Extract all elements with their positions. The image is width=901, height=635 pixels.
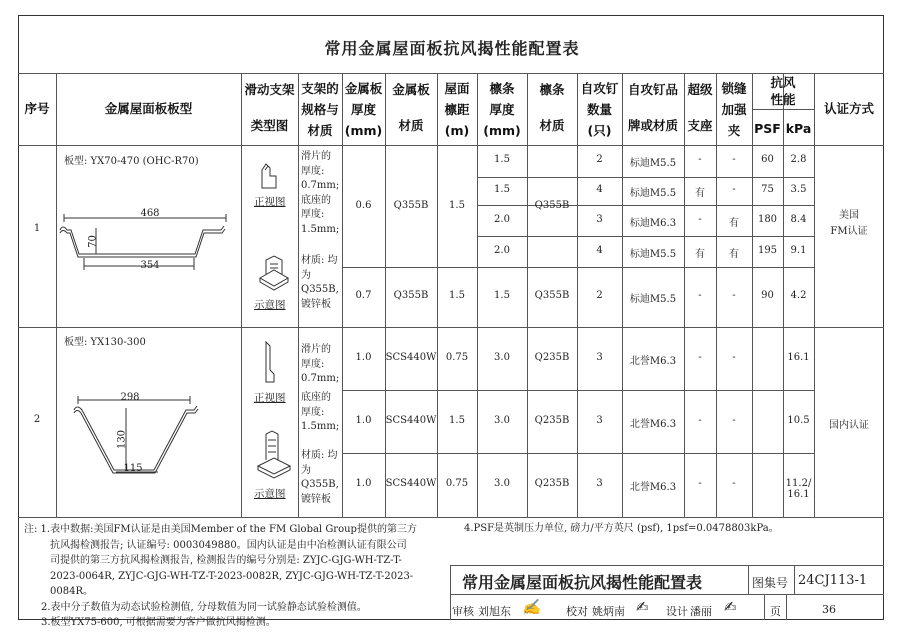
checker-name: 姚炳南: [592, 605, 625, 618]
cell-kpa: 9.1: [790, 244, 807, 256]
cell-purlin-thk: 3.0: [494, 478, 510, 489]
cell-thk: 1.0: [355, 478, 372, 489]
design-label: 设计: [666, 605, 688, 618]
cell-super: -: [698, 351, 702, 363]
row2-dim-top: 298: [120, 392, 140, 403]
cell-super: -: [698, 478, 702, 489]
reviewer-signature: ✍: [522, 598, 541, 616]
cell-thk: 0.7: [355, 290, 372, 301]
row2-dim-height: 130: [116, 429, 128, 450]
header-slide-type: 滑动支架 类型图: [244, 82, 295, 133]
cell-seam: -: [732, 478, 736, 489]
cell-purlin-mat: Q235B: [534, 414, 570, 426]
row2-spec-a: 滑片的 厚度: 0.7mm;: [301, 344, 340, 384]
cell-brand: 标迪M5.5: [629, 188, 677, 199]
cell-brand: 北誉M6.3: [629, 482, 677, 493]
cell-seam: -: [732, 184, 736, 195]
atlas-label: 图集号: [752, 576, 789, 590]
designer-signature: ✍: [724, 598, 737, 616]
cell-kpa: 2.8: [790, 154, 807, 165]
cell-psf: 75: [761, 184, 774, 195]
cell-purlin-mat: Q235B: [534, 351, 570, 363]
row2-dim-bottom: 115: [123, 463, 143, 474]
grid-hline: [342, 267, 477, 268]
cell-brand: 标迪M5.5: [629, 248, 677, 260]
row1-dim-bottom: 354: [140, 260, 160, 271]
grid-vline: [814, 73, 815, 517]
cell-mat: SCS440W: [385, 478, 437, 489]
header-wind: 抗风 性能: [770, 75, 796, 107]
cell-seam: -: [732, 154, 736, 165]
grid-vline: [748, 565, 749, 594]
cell-purlin-mat: Q235B: [534, 478, 570, 489]
reviewer-name: 刘旭东: [478, 605, 511, 618]
cell-kpa: 4.2: [790, 290, 807, 301]
cell-purlin-thk: 2.0: [494, 244, 510, 256]
row1-seq: 1: [33, 223, 41, 234]
row1-dim-height: 70: [87, 235, 99, 248]
cell-super: 有: [695, 188, 705, 199]
cell-psf: 90: [761, 290, 774, 301]
cell-kpa: 8.4: [790, 213, 807, 225]
cell-mat: Q355B: [393, 200, 429, 211]
cell-purlin-thk: 3.0: [494, 414, 510, 426]
cell-qty: 3: [596, 351, 603, 363]
cell-seam: -: [732, 351, 736, 363]
row2-slide-schematic-icon: [252, 428, 296, 480]
cell-super: -: [698, 290, 702, 301]
grid-hline: [450, 594, 884, 595]
header-slide-spec: 支架的 规格与 材质: [301, 81, 339, 138]
row2-spec-b: 底座的 厚度: 1.5mm;: [301, 392, 340, 432]
review-label: 审核: [452, 605, 474, 618]
header-super-support: 超级 支座: [687, 82, 713, 133]
cell-span: 0.75: [445, 478, 469, 489]
checker-signature: ✍: [636, 598, 649, 616]
row1-spec-b: 材质: 均 为Q355B, 镀锌板: [301, 255, 339, 310]
cell-purlin-thk: 2.0: [494, 213, 510, 225]
cell-brand: 标迪M5.5: [629, 294, 677, 305]
cell-brand: 标迪M6.3: [629, 217, 677, 229]
cell-brand: 北誉M6.3: [629, 355, 677, 367]
designer-name: 潘丽: [690, 605, 712, 618]
cell-kpa: 3.5: [790, 184, 807, 195]
cell-purlin-thk: 3.0: [494, 351, 510, 363]
grid-hline: [342, 390, 814, 391]
row2-model-label: 板型: YX130-300: [64, 337, 146, 348]
header-screw-brand: 自攻钉品 牌或材质: [627, 82, 678, 133]
row1-slide-schematic-icon: [254, 250, 294, 292]
cell-span: 1.5: [449, 200, 465, 211]
row2-slide-front-icon: [262, 340, 278, 384]
note-line: 司提供的第三方抗风揭检测报告, 检测报告的编号分别是: ZYJC-GJG-WH-TZ-T-: [50, 555, 402, 566]
row1-schematic-link[interactable]: 示意图: [254, 299, 286, 311]
cell-mat: SCS440W: [385, 351, 437, 363]
row1-cert: 美国 FM认证: [830, 210, 868, 237]
cell-super: -: [698, 213, 702, 225]
cell-mat: Q355B: [393, 290, 429, 301]
grid-hline: [527, 267, 577, 268]
cell-purlin-mat: Q355B: [534, 200, 570, 211]
cell-qty: 4: [596, 184, 603, 195]
row1-slide-front-icon: [258, 160, 280, 190]
header-purlin-thickness: 檩条 厚度 (mm): [483, 81, 521, 138]
grid-hline: [18, 145, 884, 146]
grid-vline: [794, 565, 795, 594]
row1-front-view-link[interactable]: 正视图: [254, 196, 286, 208]
cell-super: 有: [695, 248, 705, 260]
cell-purlin-thk: 1.5: [494, 154, 510, 165]
grid-vline: [786, 594, 787, 620]
page-title: 常用金属屋面板抗风揭性能配置表: [324, 39, 580, 58]
cell-purlin-mat: Q355B: [534, 290, 570, 301]
atlas-number: 24CJ113-1: [798, 573, 868, 588]
cell-thk: 0.6: [355, 200, 372, 211]
cell-brand: 标迪M5.5: [629, 158, 677, 169]
cell-kpa: 11.2/ 16.1: [785, 478, 812, 500]
grid-vline: [241, 73, 242, 517]
cell-qty: 3: [596, 478, 603, 489]
cell-purlin-thk: 1.5: [494, 184, 510, 195]
grid-hline: [342, 453, 814, 454]
row1-spec-a: 滑片的 厚度: 0.7mm; 底座的 厚度: 1.5mm;: [301, 151, 340, 235]
grid-vline: [764, 594, 765, 620]
cell-qty: 2: [596, 154, 603, 165]
row1-model-label: 板型: YX70-470 (OHC-R70): [64, 156, 199, 167]
header-cert: 认证方式: [823, 101, 874, 116]
row2-schematic-link[interactable]: 示意图: [254, 488, 286, 500]
header-model: 金属屋面板板型: [104, 101, 193, 116]
cell-super: -: [698, 414, 702, 426]
title-block-title: 常用金属屋面板抗风揭性能配置表: [462, 573, 703, 592]
cell-kpa: 10.5: [787, 414, 810, 426]
header-kpa: kPa: [785, 121, 812, 136]
cell-qty: 2: [596, 290, 603, 301]
cell-span: 1.5: [449, 414, 465, 426]
row2-cert: 国内认证: [829, 420, 869, 431]
cell-psf: 60: [761, 154, 774, 165]
header-span: 屋面 檩距 (m): [444, 81, 470, 138]
header-seq: 序号: [24, 101, 50, 116]
page-number: 36: [822, 603, 836, 616]
note-line: 3.板型YX75-600, 可根据需要为客户做抗风揭检测。: [41, 617, 276, 628]
cell-mat: SCS440W: [385, 414, 437, 426]
cell-qty: 4: [596, 244, 603, 256]
cell-super: -: [698, 154, 702, 165]
cell-seam: -: [732, 290, 736, 301]
grid-hline: [450, 565, 884, 566]
cell-brand: 北誉M6.3: [629, 418, 677, 430]
note-line: 注: 1.表中数据:美国FM认证是由美国Member of the FM Global Group提供的第三方: [24, 524, 417, 535]
cell-seam: -: [732, 414, 736, 426]
cell-purlin-thk: 1.5: [494, 290, 510, 301]
cell-psf: 195: [757, 244, 778, 256]
header-material: 金属板 材质: [392, 82, 430, 133]
row2-spec-c: 材质: 均 为Q355B, 镀锌板: [301, 450, 339, 505]
cell-seam: 有: [729, 217, 739, 229]
header-purlin-material: 檩条 材质: [539, 82, 565, 133]
cell-seam: 有: [729, 248, 739, 260]
note-line: 2023-0064R, ZYJC-GJG-WH-TZ-T-2023-0082R, ZYJC-GJG-WH-TZ-T-2023-0084R。: [50, 570, 414, 597]
note-line: 2.表中分子数值为动态试验检测值, 分母数值为同一试验静态试验检测值。: [41, 601, 367, 613]
cell-thk: 1.0: [355, 414, 372, 426]
note-line: 抗风揭检测报告; 认证编号: 0003049880。国内认证是由中冶检测认证有限公司: [50, 539, 407, 551]
note-4: 4.PSF是英制压力单位, 磅力/平方英尺 (psf), 1psf=0.0478803kPa。: [464, 523, 779, 534]
grid-hline: [18, 327, 884, 328]
cell-qty: 3: [596, 213, 603, 225]
row1-dim-top: 468: [140, 208, 160, 219]
page-label: 页: [770, 605, 781, 618]
cell-qty: 3: [596, 414, 603, 426]
cell-span: 0.75: [445, 351, 469, 363]
header-screw-qty: 自攻钉 数量 (只): [580, 81, 619, 138]
cell-kpa: 16.1: [787, 351, 810, 363]
cell-thk: 1.0: [355, 351, 372, 363]
grid-hline: [18, 517, 884, 518]
header-thickness: 金属板 厚度 (mm): [344, 81, 383, 138]
header-seam-clip: 锁缝 加强 夹: [721, 81, 747, 138]
notes-block: [24, 522, 454, 631]
cell-span: 1.5: [449, 290, 465, 301]
cell-psf: 180: [757, 213, 778, 225]
row2-profile-drawing: [56, 390, 241, 480]
check-label: 校对: [566, 605, 588, 618]
row2-seq: 2: [33, 414, 41, 425]
row2-front-view-link[interactable]: 正视图: [254, 392, 286, 404]
header-psf: PSF: [754, 121, 781, 136]
